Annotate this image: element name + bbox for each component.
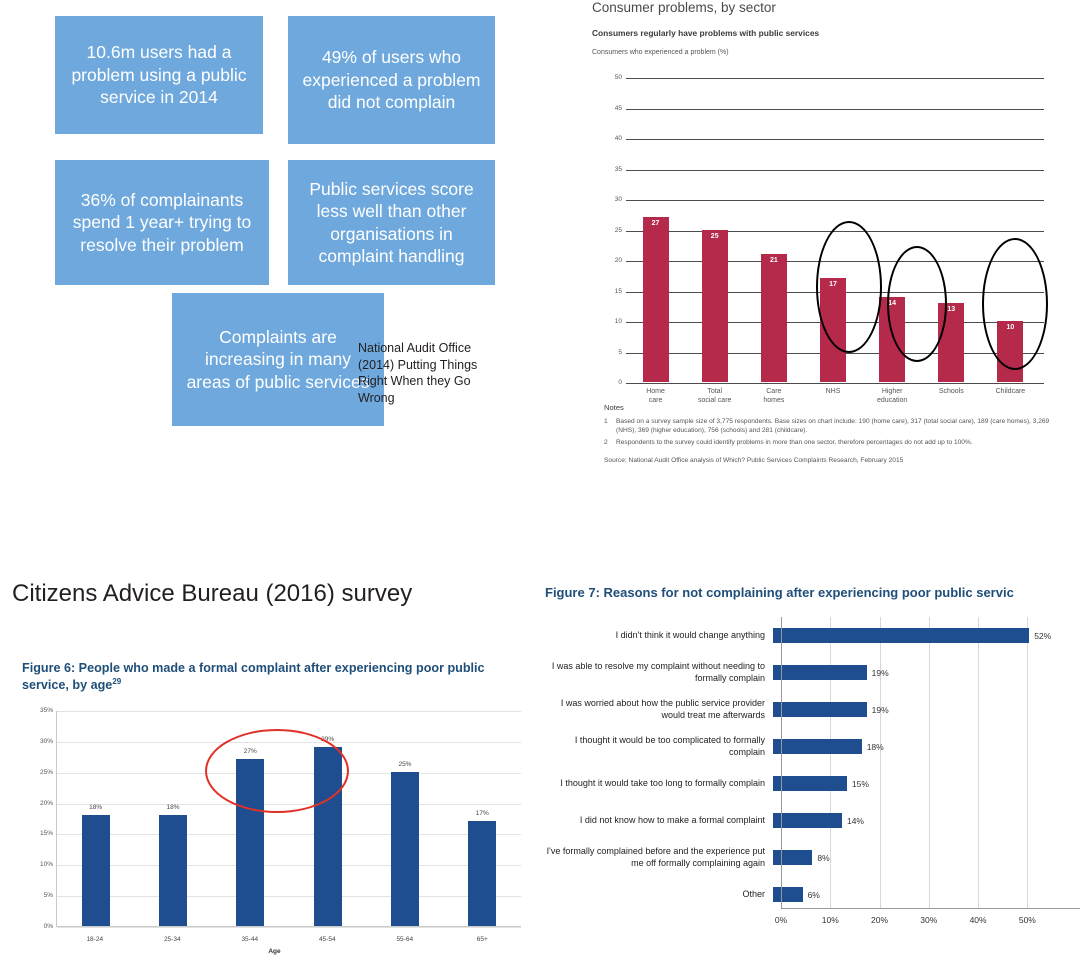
figure7-bar-zone [773, 691, 1080, 728]
figure7-bar [773, 739, 862, 754]
nao-notes-heading: Notes [604, 403, 624, 412]
nao-bar-value: 10 [1006, 324, 1015, 331]
nao-y-tick: 25 [614, 226, 622, 234]
nao-y-tick: 0 [618, 379, 622, 386]
nao-category-label: Care homes [763, 388, 785, 404]
figure7-bar-zone [773, 617, 1080, 654]
bottom-slide [0, 545, 1080, 979]
nao-y-tick: 35 [614, 165, 622, 173]
figure7-row-label: I did not know how to make a formal complaint [579, 814, 765, 825]
figure7-row [545, 617, 1080, 654]
nao-bar-value: 17 [829, 281, 837, 289]
figure7-rows [545, 617, 1080, 913]
nao-bar-cell [626, 78, 685, 382]
nao-bar [761, 254, 787, 382]
figure6-caption-text: Figure 6: People who made a formal complaint after experiencing poor public service, by age [22, 661, 485, 692]
nao-y-tick: 45 [614, 104, 622, 112]
figure7-x-tick: 0% [774, 915, 788, 925]
figure7-bar-value: 15% [851, 778, 869, 789]
figure7-row [545, 802, 1080, 839]
figure6-gridline [57, 927, 521, 928]
nao-source: Source: National Audit Office analysis of Which? Public Services Complaints Research, February 2015 [604, 456, 904, 464]
nao-notes [604, 403, 1056, 465]
nao-category-label: Childcare [995, 388, 1026, 395]
figure7-row-label: I was worried about how the public service provider would treat me afterwards [560, 698, 765, 720]
figure6-xlabel: Age [268, 948, 281, 955]
figure6-category-labels [56, 936, 521, 943]
figure6-bar [468, 810, 496, 926]
nao-note-text: Respondents to the survey could identify problems in more than one sector, therefore percentages do not add up to 100%. [616, 438, 973, 446]
figure7-row-label: I've formally complained before and the experience put me off formally complaining again [546, 846, 765, 868]
figure6-category-label: 65+ [476, 936, 488, 943]
figure7-row-label: I thought it would take too long to formally complain [560, 777, 765, 788]
figure6-bar-cell [134, 711, 211, 926]
annotation-circle-higher-education [887, 246, 947, 362]
figure6-category-label: 45-54 [318, 936, 336, 943]
key-fact-box: Public services score less well than other organisations in complaint handling [288, 160, 495, 285]
nao-bar [702, 230, 728, 383]
figure6-y-tick: 0% [43, 923, 53, 930]
figure6-y-tick: 30% [39, 737, 53, 745]
key-fact-box: Complaints are increasing in many areas of public services [172, 293, 384, 426]
figure7-bar [773, 776, 847, 791]
figure6-category-label: 18-24 [86, 936, 104, 943]
nao-bar-cell [744, 78, 803, 382]
figure7-bar [773, 813, 842, 828]
figure6-y-tick: 5% [43, 892, 53, 900]
figure6-bar-value: 27% [243, 748, 257, 756]
figure7-y-axis [781, 617, 782, 909]
figure7-bar-value: 18% [866, 741, 884, 752]
nao-plot-area [604, 74, 1044, 404]
figure7-bar [773, 887, 803, 902]
figure6-category-label: 25-34 [163, 936, 181, 943]
figure6-bar-value: 25% [398, 760, 412, 768]
figure6-plot-area [39, 707, 521, 930]
nao-gridline [626, 383, 1044, 384]
figure7-row-label: I was able to resolve my complaint without needing to formally complain [551, 661, 765, 683]
nao-y-tick: 20 [614, 257, 622, 264]
source-citation: National Audit Office (2014) Putting Things Right When they Go Wrong [358, 341, 478, 405]
figure7-row-label: I thought it would be too complicated to formally complain [574, 735, 765, 757]
figure7-row [545, 728, 1080, 765]
figure7-row-label: Other [742, 888, 765, 899]
figure6-y-tick: 15% [39, 830, 53, 838]
figure6-bar-cell [444, 711, 521, 926]
figure6-chart [22, 705, 527, 955]
nao-note [604, 438, 1056, 447]
figure7-x-axis [781, 908, 1080, 909]
nao-note-text: Based on a survey sample size of 3,775 respondents. Base sizes on chart include: 190 (home care), 317 (total social care), 189 (care homes), 3,269 (NHS), 369 (higher education), 756 (schools) and 281 (childcare). [616, 417, 1050, 435]
figure7-title: Figure 7: Reasons for not complaining after experiencing poor public servic [545, 585, 1014, 600]
figure7-bar-zone [773, 728, 1080, 765]
figure6-bar-value: 29% [321, 736, 335, 744]
key-fact-box: 10.6m users had a problem using a public service in 2014 [55, 16, 263, 134]
figure7-bar-value: 19% [871, 667, 889, 678]
nao-bar-value: 25 [710, 232, 719, 240]
figure7-bar-zone [773, 654, 1080, 691]
nao-chart [592, 0, 1062, 510]
figure6-bar-cell [366, 711, 443, 926]
nao-category-label: Home care [646, 388, 665, 404]
figure6-y-tick: 35% [39, 707, 53, 714]
nao-bar-value: 13 [947, 305, 956, 313]
figure7-x-tick: 20% [871, 915, 889, 925]
figure7-bar-value: 52% [1034, 630, 1052, 641]
nao-chart-ylabel: Consumers who experienced a problem (%) [592, 49, 729, 56]
figure7-row [545, 765, 1080, 802]
figure7-bar-zone [773, 839, 1080, 876]
figure7-bar-value: 14% [846, 815, 864, 826]
figure7-bar [773, 665, 867, 680]
figure6-bar [391, 760, 419, 926]
figure7-bar-value: 19% [871, 704, 889, 715]
figure6-category-label: 35-44 [241, 936, 259, 943]
nao-category-label: Total social care [697, 388, 732, 404]
figure7-row [545, 691, 1080, 728]
nao-category-label: Schools [938, 388, 964, 395]
nao-y-tick: 50 [614, 74, 622, 81]
bottom-slide-heading: Citizens Advice Bureau (2016) survey [12, 580, 413, 607]
key-fact-box: 36% of complainants spend 1 year+ trying to resolve their problem [55, 160, 269, 285]
annotation-circle-nhs [816, 221, 882, 353]
figure7-row [545, 839, 1080, 876]
nao-chart-title: Consumer problems, by sector [592, 0, 776, 15]
figure6-bar [82, 803, 110, 926]
nao-y-tick: 40 [614, 135, 622, 142]
figure7-chart [545, 585, 1080, 975]
figure7-bar-value: 6% [807, 889, 820, 900]
nao-y-tick: 15 [614, 287, 622, 295]
figure6-bar-cell [57, 711, 134, 926]
annotation-circle-35-54 [205, 729, 349, 813]
figure6-y-tick: 25% [39, 768, 53, 776]
nao-note [604, 417, 1056, 436]
figure7-bar [773, 628, 1029, 643]
annotation-circle-childcare [982, 238, 1048, 370]
figure7-bar-value: 8% [817, 852, 830, 863]
figure6-caption [22, 660, 500, 693]
figure6-bar-value: 18% [166, 803, 180, 811]
figure6-category-label: 55-64 [396, 936, 414, 943]
figure7-row-label: I didn't think it would change anything [615, 629, 765, 640]
nao-note-number: 1 [604, 417, 608, 425]
figure7-x-tick: 30% [920, 915, 938, 925]
nao-chart-subtitle: Consumers regularly have problems with public services [592, 28, 820, 38]
nao-bar [643, 217, 669, 382]
figure7-plot-area [545, 617, 1080, 937]
key-fact-box: 49% of users who experienced a problem did not complain [288, 16, 495, 144]
figure6-bar [159, 803, 187, 926]
nao-y-tick: 5 [618, 348, 622, 356]
figure6-bar-value: 18% [89, 803, 103, 811]
figure7-row [545, 654, 1080, 691]
nao-bar-value: 14 [888, 299, 897, 307]
nao-category-label: NHS [825, 388, 841, 395]
nao-bar-value: 27 [651, 220, 660, 228]
figure7-bar [773, 702, 867, 717]
nao-category-label: Higher education [876, 388, 908, 404]
figure6-y-tick: 10% [39, 861, 53, 869]
nao-y-tick: 30 [614, 196, 622, 203]
figure6-bar-value: 17% [475, 810, 489, 818]
figure7-bar-zone [773, 802, 1080, 839]
figure7-x-tick: 40% [969, 915, 987, 925]
figure7-bar-zone [773, 765, 1080, 802]
figure7-bar [773, 850, 812, 865]
nao-bar-cell [685, 78, 744, 382]
nao-y-tick: 10 [614, 318, 622, 325]
figure7-x-tick: 10% [821, 915, 839, 925]
figure6-y-tick: 20% [39, 799, 53, 807]
nao-note-number: 2 [604, 438, 608, 446]
nao-bar-value: 21 [769, 256, 778, 264]
figure7-x-tick: 50% [1018, 915, 1036, 925]
figure6-footnote-marker: 29 [112, 676, 122, 686]
